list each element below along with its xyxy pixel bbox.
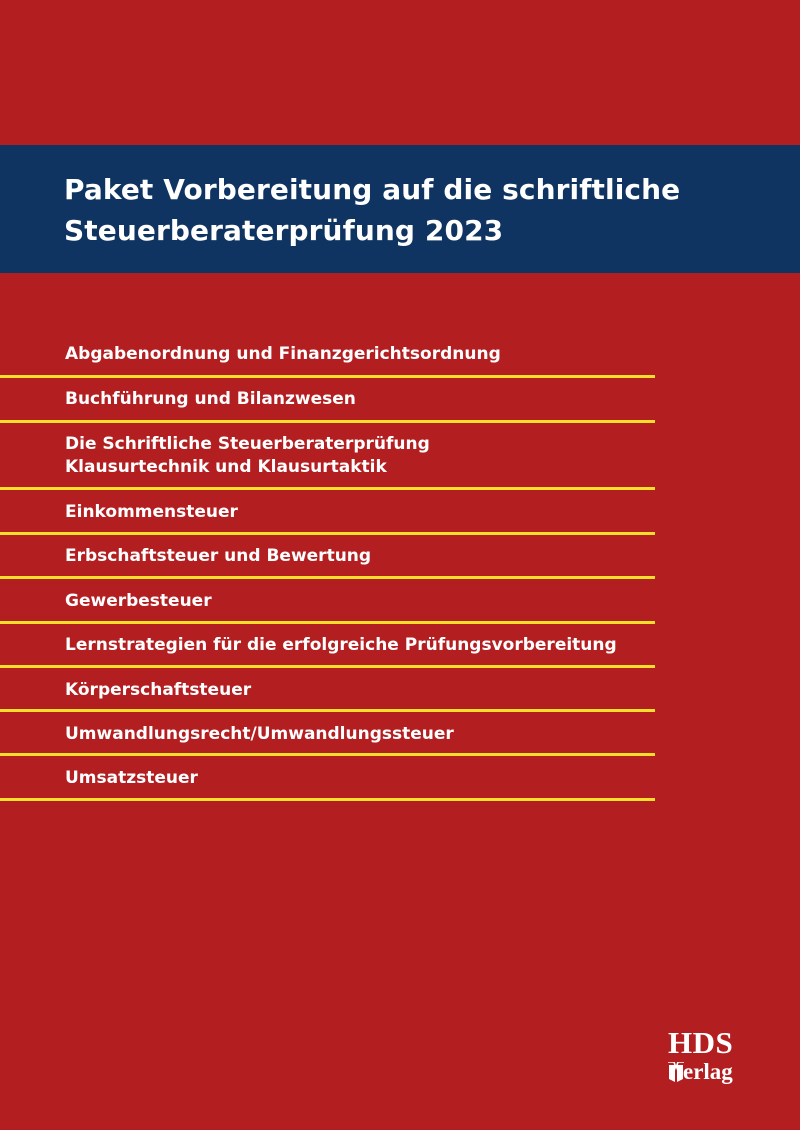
topic-divider <box>0 709 655 712</box>
topic-divider <box>0 576 655 579</box>
topic-buchfuehrung: Buchführung und Bilanzwesen <box>65 389 356 409</box>
topic-schriftliche-pruefung: Die Schriftliche Steuerberaterprüfung <box>65 434 430 454</box>
topic-schriftliche-pruefung-subtitle: Klausurtechnik und Klausurtaktik <box>65 457 387 477</box>
topic-umwandlungsrecht: Umwandlungsrecht/Umwandlungssteuer <box>65 724 454 744</box>
publisher-logo-verlag: erlag <box>683 1059 733 1084</box>
topic-divider <box>0 375 655 378</box>
topic-gewerbesteuer: Gewerbesteuer <box>65 591 212 611</box>
topic-lernstrategien: Lernstrategien für die erfolgreiche Prüfungsvorbereitung <box>65 635 617 655</box>
topic-koerperschaftsteuer: Körperschaftsteuer <box>65 680 252 700</box>
topic-umsatzsteuer: Umsatzsteuer <box>65 768 198 788</box>
book-v-icon <box>668 1062 684 1083</box>
topic-divider <box>0 753 655 756</box>
cover-title-line-2: Steuerberaterprüfung 2023 <box>64 214 504 247</box>
topic-divider <box>0 487 655 490</box>
topic-divider <box>0 798 655 801</box>
title-band <box>0 145 800 273</box>
topic-divider <box>0 420 655 423</box>
topic-divider <box>0 621 655 624</box>
publisher-logo <box>666 1026 750 1088</box>
topic-divider <box>0 665 655 668</box>
topic-einkommensteuer: Einkommensteuer <box>65 502 238 522</box>
publisher-logo-hds: HDS <box>668 1025 734 1060</box>
topic-erbschaftsteuer: Erbschaftsteuer und Bewertung <box>65 546 372 566</box>
topic-abgabenordnung: Abgabenordnung und Finanzgerichtsordnung <box>65 344 501 364</box>
topic-divider <box>0 532 655 535</box>
cover-title-line-1: Paket Vorbereitung auf die schriftliche <box>64 173 681 206</box>
